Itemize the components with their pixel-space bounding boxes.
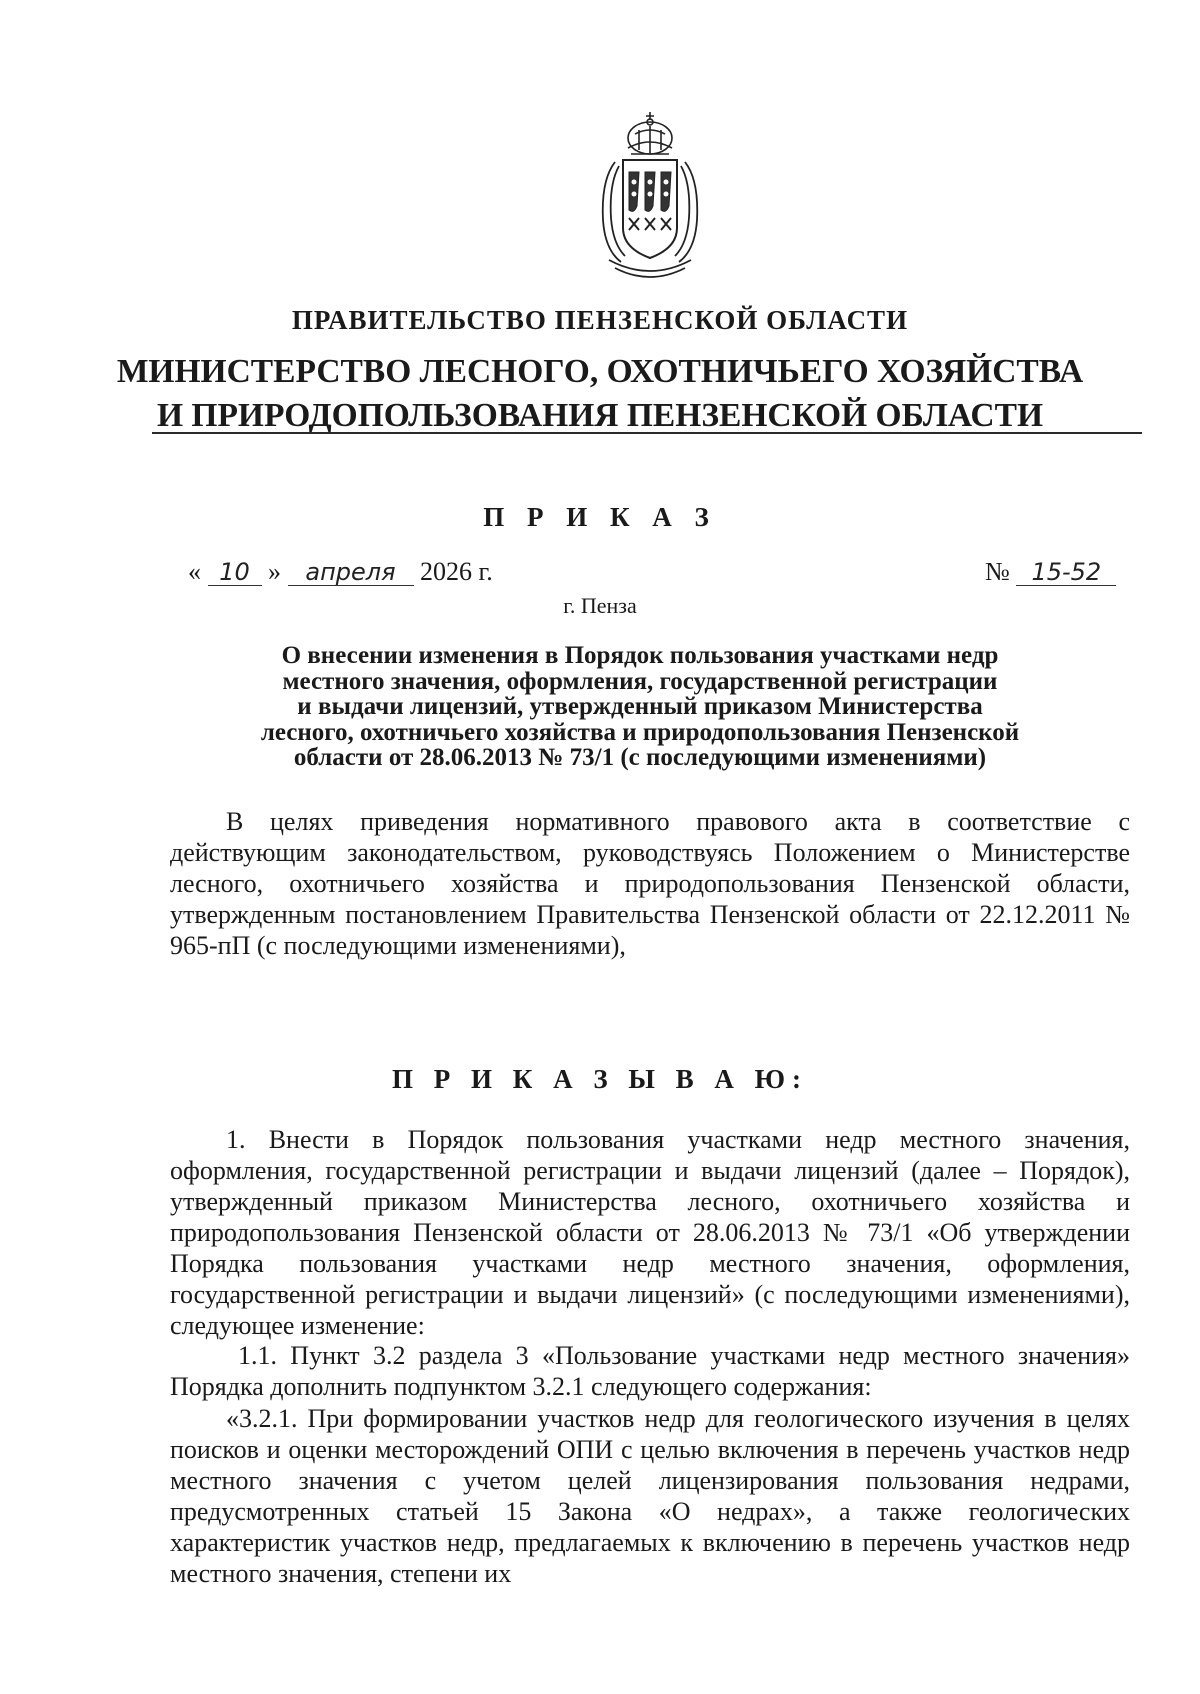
date-quote-close: » bbox=[268, 557, 281, 586]
item-1-paragraph: 1. Внести в Порядок пользования участками недр местного значения, оформления, государственной регистрации и выдачи лицензий (далее – Порядок), утвержденный приказом Министерства лесного, охотничьего хозяйства и природопользования Пензенской области от 28.06.2013 № 73/1 «Об утверждении Порядка пользования участками недр местного значения, оформления, государственной регистрации и выдачи лицензий» (с последующими изменениями), следующее изменение: bbox=[170, 1125, 1130, 1340]
number-handwritten: 15-52 bbox=[1016, 559, 1116, 586]
item-3-2-1-paragraph: «3.2.1. При формировании участков недр для геологического изучения в целях поисков и оценки месторождений ОПИ с целью включения в перечень участков недр местного значения с учетом целей лицензирования пользования недрами, предусмотренных статьей 15 Закона «О недрах», а также геологических характеристик участков недр, предлагаемых к включению в перечень участков недр местного значения, степени их bbox=[170, 1404, 1130, 1588]
date-month-handwritten: апреля bbox=[288, 559, 414, 586]
order-subject bbox=[160, 643, 1120, 771]
coat-of-arms-icon bbox=[591, 110, 709, 278]
order-title: П Р И К А З bbox=[483, 502, 717, 532]
subject-line-1: О внесении изменения в Порядок пользования участками недр bbox=[281, 642, 999, 669]
order-city: г. Пенза bbox=[563, 593, 637, 618]
orders-heading: П Р И К А З Ы В А Ю: bbox=[392, 1064, 808, 1094]
government-name: ПРАВИТЕЛЬСТВО ПЕНЗЕНСКОЙ ОБЛАСТИ bbox=[291, 305, 909, 335]
subject-line-4: лесного, охотничьего хозяйства и природопользования Пензенской bbox=[260, 718, 1020, 746]
date-quote-open: « bbox=[188, 557, 201, 586]
preamble-paragraph: В целях приведения нормативного правового акта в соответствие с действующим законодательством, руководствуясь Положением о Министерстве лесного, охотничьего хозяйства и природопользования Пензенской области, утвержденным постановлением Правительства Пензенской области от 22.12.2011 № 965-пП (с последующими изменениями), bbox=[170, 807, 1130, 960]
date-day-handwritten: 10 bbox=[208, 559, 262, 586]
number-prefix: № bbox=[985, 557, 1010, 586]
subject-line-2: местного значения, оформления, государственной регистрации bbox=[282, 667, 998, 695]
item-1-1-paragraph: 1.1. Пункт 3.2 раздела 3 «Пользование участками недр местного значения» Порядка дополнить подпунктом 3.2.1 следующего содержания: bbox=[170, 1341, 1130, 1401]
subject-line-5: области от 28.06.2013 № 73/1 (с последующими изменениями) bbox=[293, 744, 987, 771]
ministry-name-line-2: И ПРИРОДОПОЛЬЗОВАНИЯ ПЕНЗЕНСКОЙ ОБЛАСТИ bbox=[156, 397, 1044, 434]
ministry-name-line-1: МИНИСТЕРСТВО ЛЕСНОГО, ОХОТНИЧЬЕГО ХОЗЯЙСТВА bbox=[116, 353, 1084, 390]
order-date bbox=[188, 557, 493, 587]
ministry-name bbox=[0, 350, 1200, 438]
order-number bbox=[985, 557, 1116, 587]
date-year: 2026 г. bbox=[420, 557, 493, 586]
header-divider bbox=[152, 432, 1142, 434]
subject-line-3: и выдачи лицензий, утвержденный приказом Министерства bbox=[297, 693, 983, 720]
